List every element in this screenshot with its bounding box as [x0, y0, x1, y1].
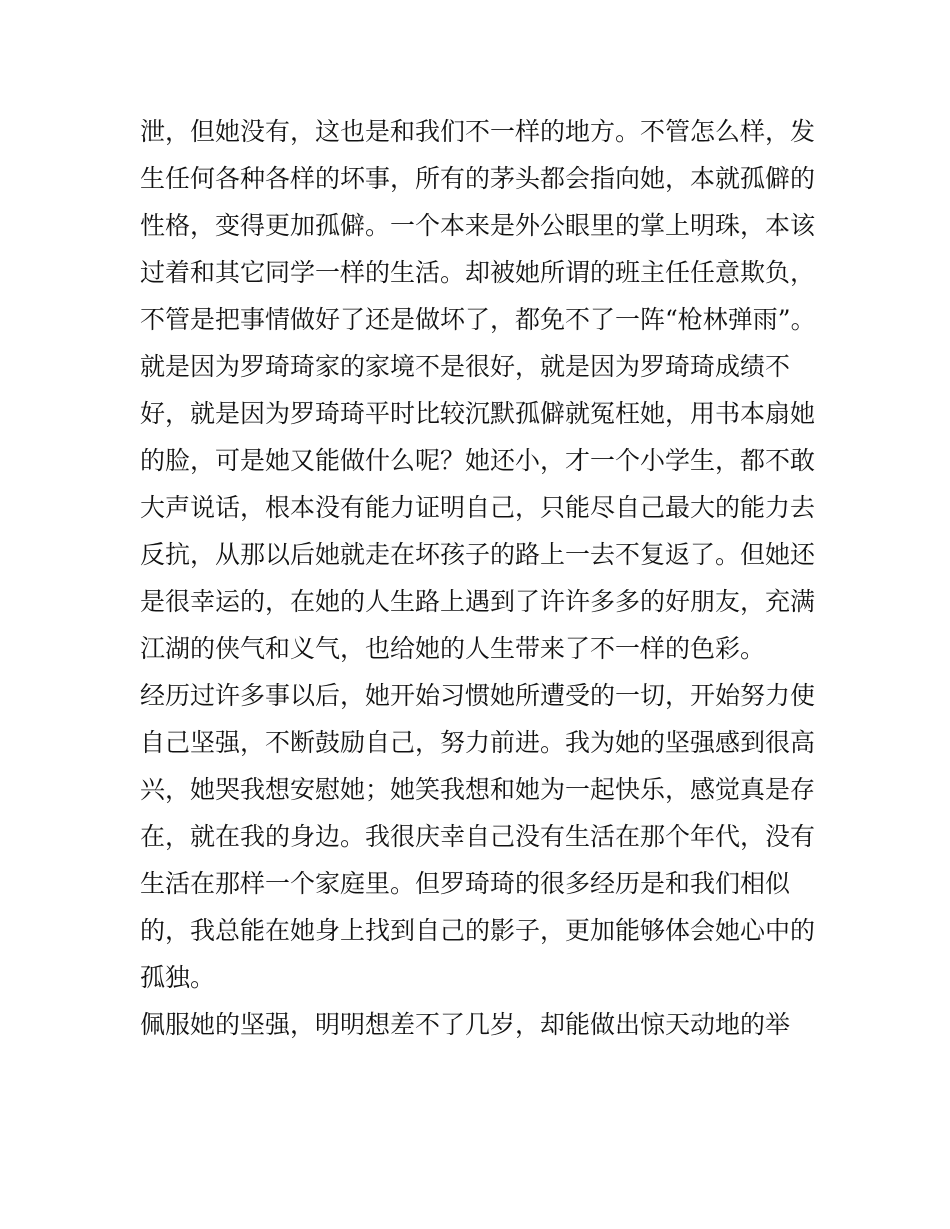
text-line: 好，就是因为罗琦琦平时比较沉默孤僻就冤枉她，用书本扇她: [140, 399, 816, 428]
text-line: 在，就在我的身边。我很庆幸自己没有生活在那个年代，没有: [140, 822, 816, 851]
text-line: 孤独。: [140, 963, 216, 992]
text-line: 自己坚强，不断鼓励自己，努力前进。我为她的坚强感到很高: [140, 728, 816, 757]
text-line: 大声说话，根本没有能力证明自己，只能尽自己最大的能力去: [140, 493, 816, 522]
text-line: 泄，但她没有，这也是和我们不一样的地方。不管怎么样，发: [140, 117, 816, 146]
text-line: 佩服她的坚强，明明想差不了几岁，却能做出惊天动地的举: [140, 1010, 791, 1039]
text-line: 兴，她哭我想安慰她；她笑我想和她为一起快乐，感觉真是存: [140, 775, 816, 804]
text-line: 是很幸运的，在她的人生路上遇到了许许多多的好朋友，充满: [140, 587, 816, 616]
text-line: 过着和其它同学一样的生活。却被她所谓的班主任任意欺负，: [140, 258, 816, 287]
text-line: 就是因为罗琦琦家的家境不是很好，就是因为罗琦琦成绩不: [140, 352, 791, 381]
body-text: [140, 108, 830, 1048]
text-line: 生任何各种各样的坏事，所有的茅头都会指向她，本就孤僻的: [140, 164, 816, 193]
text-line: 的，我总能在她身上找到自己的影子，更加能够体会她心中的: [140, 916, 816, 945]
text-line: 江湖的侠气和义气，也给她的人生带来了不一样的色彩。: [140, 634, 766, 663]
text-line: 不管是把事情做好了还是做坏了，都免不了一阵“枪林弹雨”。: [140, 305, 816, 334]
text-line: 生活在那样一个家庭里。但罗琦琦的很多经历是和我们相似: [140, 869, 791, 898]
text-line: 性格，变得更加孤僻。一个本来是外公眼里的掌上明珠，本该: [140, 211, 816, 240]
text-line: 反抗，从那以后她就走在坏孩子的路上一去不复返了。但她还: [140, 540, 816, 569]
text-line: 经历过许多事以后，她开始习惯她所遭受的一切，开始努力使: [140, 681, 816, 710]
text-line: 的脸，可是她又能做什么呢？她还小，才一个小学生，都不敢: [140, 446, 816, 475]
